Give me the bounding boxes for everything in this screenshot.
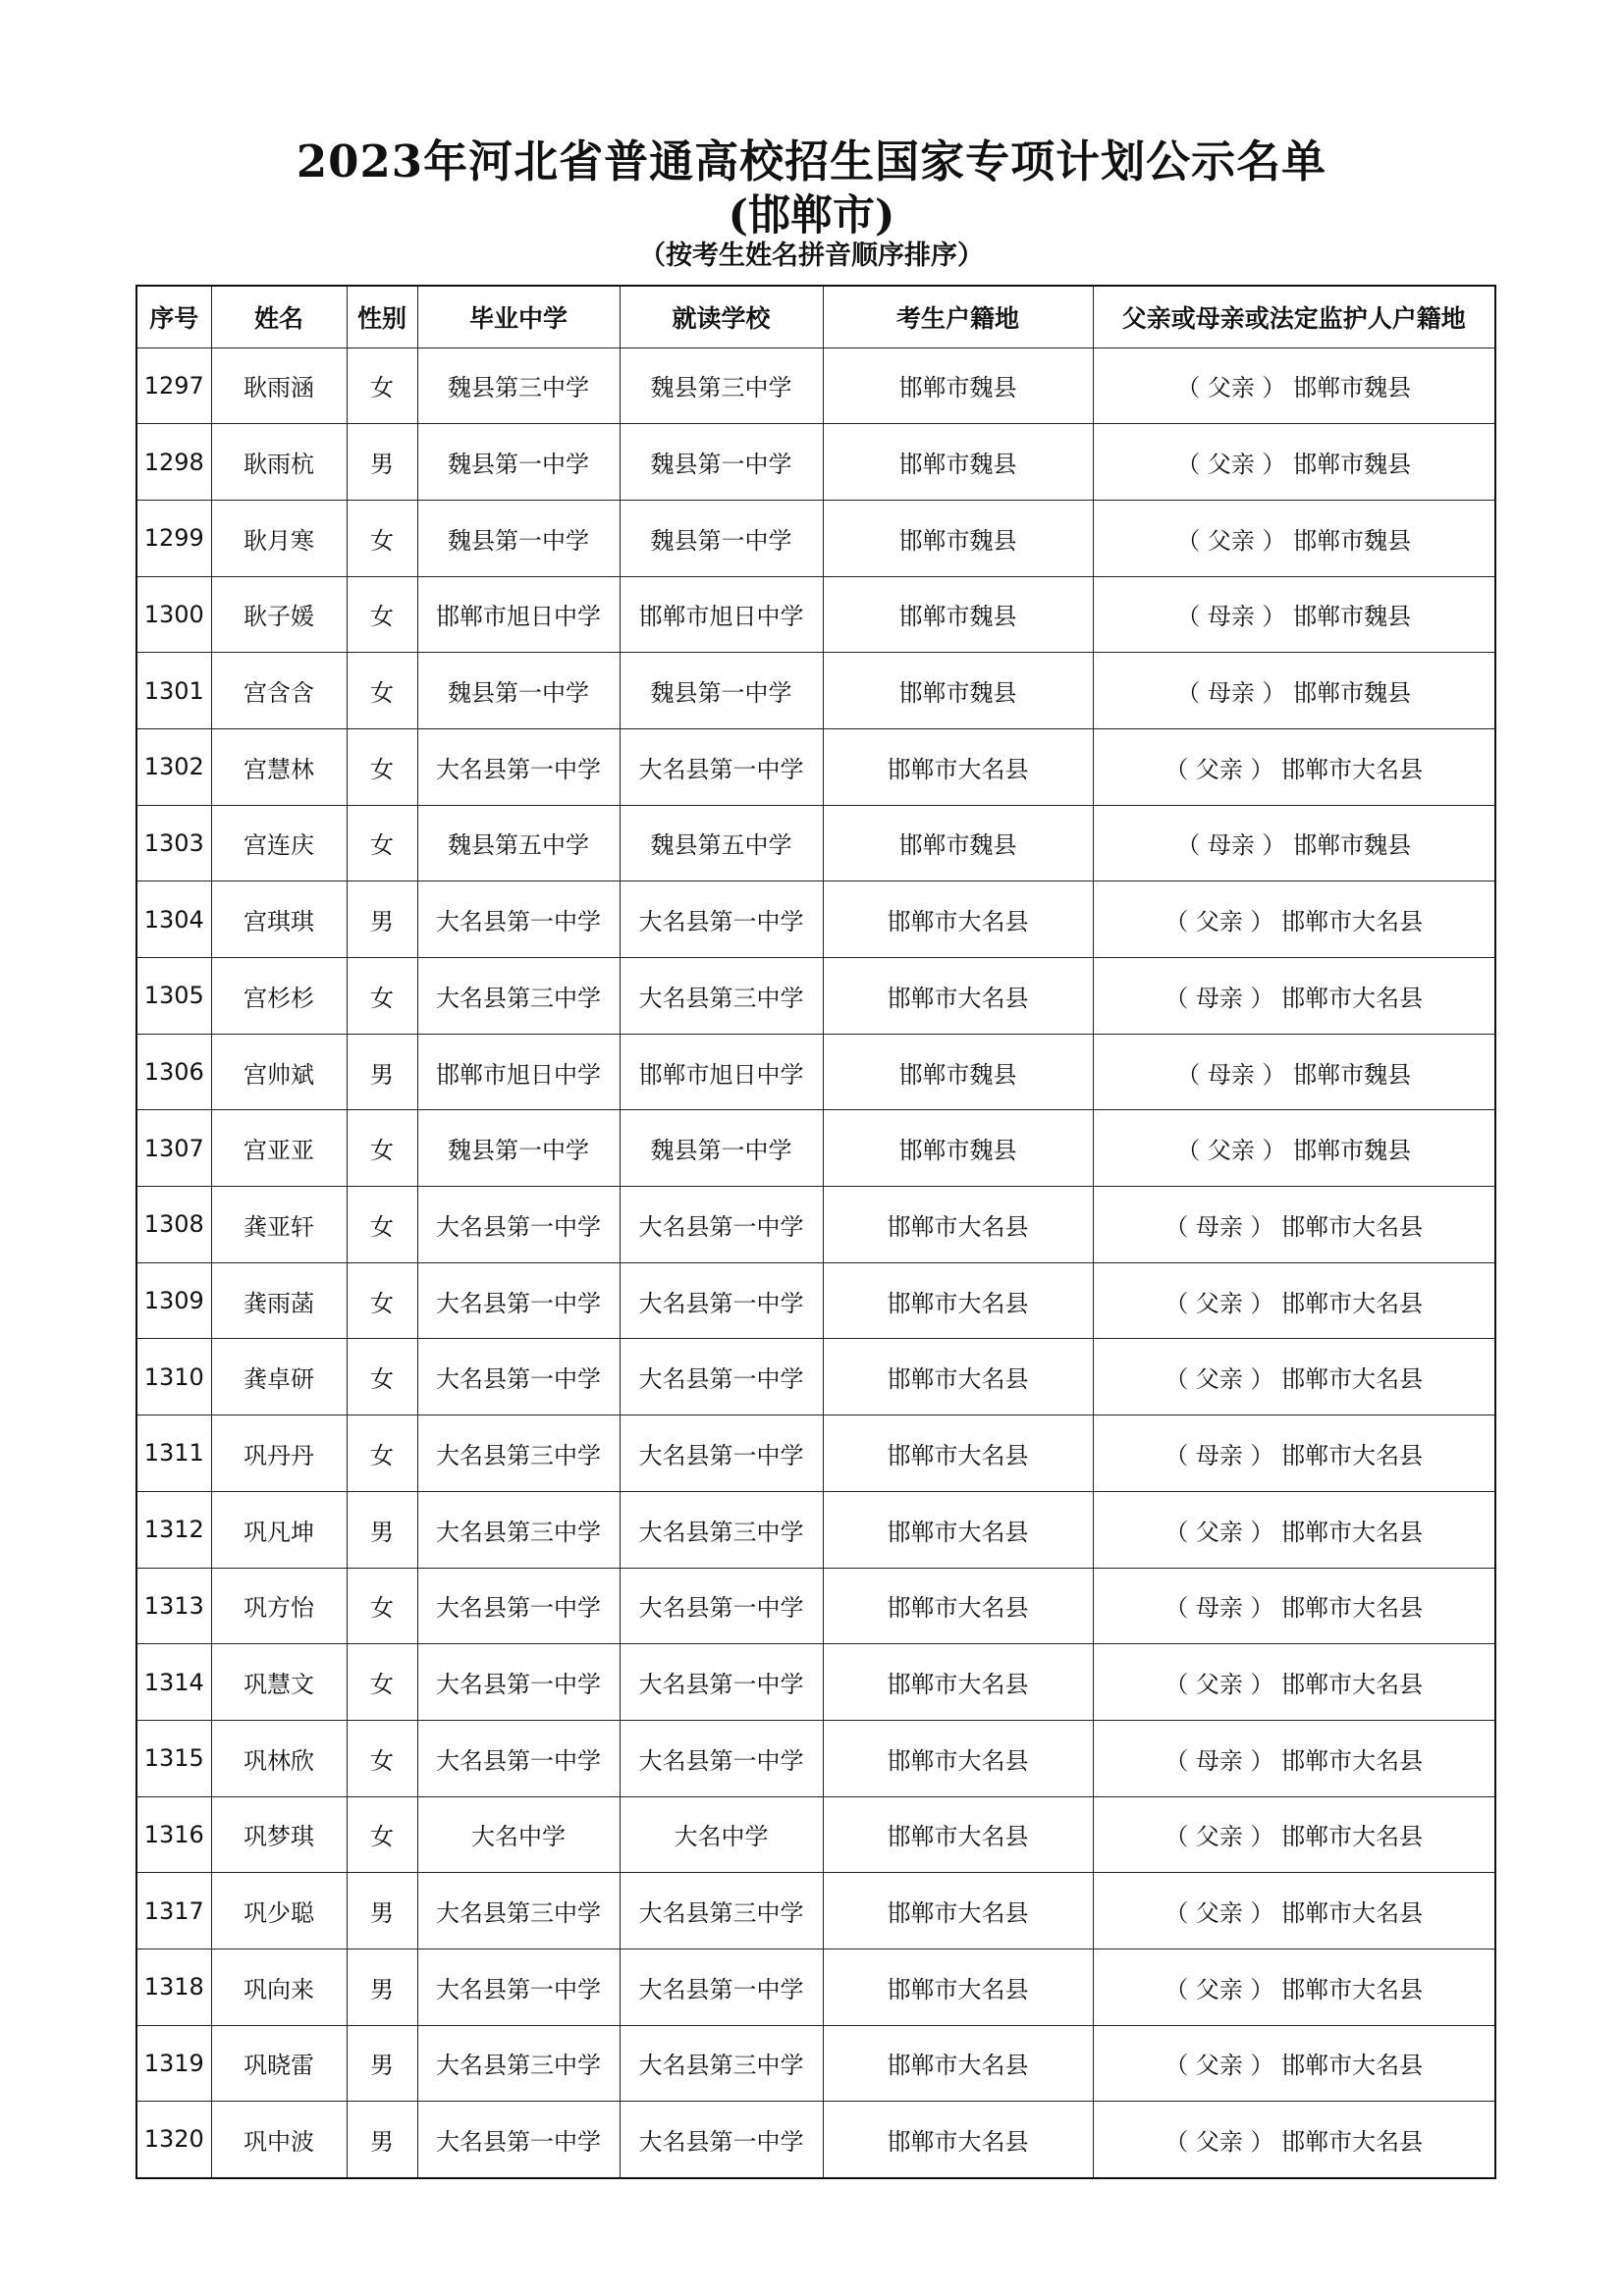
roster-table xyxy=(135,285,1496,2179)
cell-graduated-school: 魏县第一中学 xyxy=(417,1110,620,1187)
cell-name: 耿雨涵 xyxy=(211,347,347,424)
table-row xyxy=(136,1110,1495,1187)
cell-seq: 1309 xyxy=(136,1262,211,1339)
cell-student-hukou: 邯郸市魏县 xyxy=(823,1034,1093,1110)
cell-graduated-school: 大名县第一中学 xyxy=(417,1644,620,1721)
cell-name: 巩方怡 xyxy=(211,1568,347,1644)
cell-graduated-school: 大名县第一中学 xyxy=(417,1262,620,1339)
cell-guardian-hukou: （ 父亲 ） 邯郸市大名县 xyxy=(1093,1949,1495,2025)
table-row xyxy=(136,1644,1495,1721)
cell-current-school: 大名县第一中学 xyxy=(620,1415,823,1492)
cell-graduated-school: 魏县第五中学 xyxy=(417,805,620,881)
cell-seq: 1300 xyxy=(136,576,211,653)
cell-student-hukou: 邯郸市大名县 xyxy=(823,728,1093,805)
cell-student-hukou: 邯郸市大名县 xyxy=(823,1339,1093,1415)
header-graduated-school: 毕业中学 xyxy=(417,286,620,347)
cell-student-hukou: 邯郸市魏县 xyxy=(823,500,1093,576)
cell-name: 龚雨菡 xyxy=(211,1262,347,1339)
cell-gender: 女 xyxy=(347,1339,417,1415)
cell-name: 耿子媛 xyxy=(211,576,347,653)
table-body xyxy=(136,347,1495,2178)
cell-gender: 男 xyxy=(347,881,417,958)
cell-current-school: 魏县第一中学 xyxy=(620,500,823,576)
table-row xyxy=(136,1415,1495,1492)
table-row xyxy=(136,1187,1495,1263)
cell-graduated-school: 大名中学 xyxy=(417,1796,620,1873)
cell-student-hukou: 邯郸市魏县 xyxy=(823,805,1093,881)
cell-gender: 男 xyxy=(347,2102,417,2178)
cell-gender: 女 xyxy=(347,1720,417,1796)
cell-name: 巩晓雷 xyxy=(211,2025,347,2102)
cell-gender: 女 xyxy=(347,1415,417,1492)
cell-guardian-hukou: （ 母亲 ） 邯郸市大名县 xyxy=(1093,1415,1495,1492)
cell-seq: 1304 xyxy=(136,881,211,958)
cell-gender: 男 xyxy=(347,424,417,501)
cell-name: 宫慧林 xyxy=(211,728,347,805)
cell-seq: 1319 xyxy=(136,2025,211,2102)
table-row xyxy=(136,1262,1495,1339)
cell-name: 龚卓研 xyxy=(211,1339,347,1415)
cell-guardian-hukou: （ 母亲 ） 邯郸市大名县 xyxy=(1093,958,1495,1035)
cell-name: 巩丹丹 xyxy=(211,1415,347,1492)
cell-current-school: 大名县第一中学 xyxy=(620,881,823,958)
cell-seq: 1298 xyxy=(136,424,211,501)
cell-gender: 女 xyxy=(347,653,417,729)
cell-name: 宫含含 xyxy=(211,653,347,729)
cell-guardian-hukou: （ 母亲 ） 邯郸市大名县 xyxy=(1093,1720,1495,1796)
cell-seq: 1301 xyxy=(136,653,211,729)
cell-name: 耿月寒 xyxy=(211,500,347,576)
cell-guardian-hukou: （ 父亲 ） 邯郸市大名县 xyxy=(1093,1796,1495,1873)
cell-graduated-school: 大名县第一中学 xyxy=(417,728,620,805)
cell-student-hukou: 邯郸市大名县 xyxy=(823,958,1093,1035)
cell-student-hukou: 邯郸市魏县 xyxy=(823,424,1093,501)
table-row xyxy=(136,2102,1495,2178)
cell-gender: 女 xyxy=(347,1187,417,1263)
cell-student-hukou: 邯郸市魏县 xyxy=(823,347,1093,424)
cell-guardian-hukou: （ 父亲 ） 邯郸市大名县 xyxy=(1093,2025,1495,2102)
cell-guardian-hukou: （ 母亲 ） 邯郸市魏县 xyxy=(1093,1034,1495,1110)
cell-graduated-school: 邯郸市旭日中学 xyxy=(417,1034,620,1110)
cell-guardian-hukou: （ 父亲 ） 邯郸市大名县 xyxy=(1093,1491,1495,1568)
cell-current-school: 大名县第一中学 xyxy=(620,1949,823,2025)
cell-seq: 1315 xyxy=(136,1720,211,1796)
cell-seq: 1317 xyxy=(136,1873,211,1949)
cell-seq: 1303 xyxy=(136,805,211,881)
cell-guardian-hukou: （ 母亲 ） 邯郸市魏县 xyxy=(1093,805,1495,881)
cell-student-hukou: 邯郸市大名县 xyxy=(823,1720,1093,1796)
table-row xyxy=(136,1873,1495,1949)
cell-guardian-hukou: （ 父亲 ） 邯郸市魏县 xyxy=(1093,1110,1495,1187)
cell-seq: 1302 xyxy=(136,728,211,805)
cell-gender: 女 xyxy=(347,500,417,576)
cell-guardian-hukou: （ 父亲 ） 邯郸市大名县 xyxy=(1093,1339,1495,1415)
cell-guardian-hukou: （ 父亲 ） 邯郸市魏县 xyxy=(1093,500,1495,576)
table-row xyxy=(136,576,1495,653)
cell-guardian-hukou: （ 父亲 ） 邯郸市大名县 xyxy=(1093,2102,1495,2178)
cell-current-school: 魏县第一中学 xyxy=(620,653,823,729)
cell-current-school: 大名县第一中学 xyxy=(620,1339,823,1415)
cell-name: 巩梦琪 xyxy=(211,1796,347,1873)
cell-name: 巩向来 xyxy=(211,1949,347,2025)
cell-graduated-school: 大名县第一中学 xyxy=(417,1187,620,1263)
cell-name: 巩中波 xyxy=(211,2102,347,2178)
cell-current-school: 大名县第一中学 xyxy=(620,2102,823,2178)
cell-seq: 1318 xyxy=(136,1949,211,2025)
cell-guardian-hukou: （ 母亲 ） 邯郸市魏县 xyxy=(1093,576,1495,653)
cell-graduated-school: 大名县第一中学 xyxy=(417,1568,620,1644)
table-row xyxy=(136,1034,1495,1110)
cell-graduated-school: 大名县第一中学 xyxy=(417,881,620,958)
cell-graduated-school: 大名县第三中学 xyxy=(417,2025,620,2102)
cell-graduated-school: 大名县第一中学 xyxy=(417,1949,620,2025)
cell-guardian-hukou: （ 母亲 ） 邯郸市魏县 xyxy=(1093,653,1495,729)
cell-seq: 1313 xyxy=(136,1568,211,1644)
cell-graduated-school: 魏县第一中学 xyxy=(417,500,620,576)
cell-name: 耿雨杭 xyxy=(211,424,347,501)
cell-graduated-school: 大名县第一中学 xyxy=(417,1339,620,1415)
cell-gender: 女 xyxy=(347,1262,417,1339)
table-row xyxy=(136,805,1495,881)
header-guardian-hukou: 父亲或母亲或法定监护人户籍地 xyxy=(1093,286,1495,347)
cell-gender: 女 xyxy=(347,576,417,653)
cell-student-hukou: 邯郸市魏县 xyxy=(823,1110,1093,1187)
cell-guardian-hukou: （ 母亲 ） 邯郸市大名县 xyxy=(1093,1568,1495,1644)
cell-guardian-hukou: （ 父亲 ） 邯郸市大名县 xyxy=(1093,728,1495,805)
cell-graduated-school: 大名县第三中学 xyxy=(417,1491,620,1568)
header-seq: 序号 xyxy=(136,286,211,347)
cell-guardian-hukou: （ 母亲 ） 邯郸市大名县 xyxy=(1093,1187,1495,1263)
table-row xyxy=(136,1720,1495,1796)
cell-gender: 男 xyxy=(347,1949,417,2025)
table-row xyxy=(136,2025,1495,2102)
cell-graduated-school: 魏县第一中学 xyxy=(417,653,620,729)
cell-graduated-school: 魏县第三中学 xyxy=(417,347,620,424)
cell-gender: 女 xyxy=(347,805,417,881)
cell-name: 龚亚轩 xyxy=(211,1187,347,1263)
table-row xyxy=(136,653,1495,729)
cell-seq: 1320 xyxy=(136,2102,211,2178)
cell-guardian-hukou: （ 父亲 ） 邯郸市大名县 xyxy=(1093,1873,1495,1949)
cell-gender: 女 xyxy=(347,347,417,424)
cell-current-school: 大名县第一中学 xyxy=(620,1644,823,1721)
cell-student-hukou: 邯郸市大名县 xyxy=(823,2102,1093,2178)
cell-seq: 1316 xyxy=(136,1796,211,1873)
table-row xyxy=(136,1796,1495,1873)
cell-current-school: 大名县第三中学 xyxy=(620,1873,823,1949)
table-row xyxy=(136,881,1495,958)
cell-seq: 1297 xyxy=(136,347,211,424)
cell-student-hukou: 邯郸市大名县 xyxy=(823,1187,1093,1263)
cell-seq: 1311 xyxy=(136,1415,211,1492)
cell-graduated-school: 邯郸市旭日中学 xyxy=(417,576,620,653)
table-row xyxy=(136,958,1495,1035)
cell-seq: 1310 xyxy=(136,1339,211,1415)
cell-seq: 1314 xyxy=(136,1644,211,1721)
cell-graduated-school: 魏县第一中学 xyxy=(417,424,620,501)
table-row xyxy=(136,500,1495,576)
table-row xyxy=(136,347,1495,424)
cell-name: 宫帅斌 xyxy=(211,1034,347,1110)
document-subtitle: (邯郸市) xyxy=(728,191,895,240)
cell-student-hukou: 邯郸市大名县 xyxy=(823,1796,1093,1873)
cell-student-hukou: 邯郸市大名县 xyxy=(823,1644,1093,1721)
cell-current-school: 魏县第一中学 xyxy=(620,424,823,501)
cell-current-school: 魏县第三中学 xyxy=(620,347,823,424)
cell-current-school: 大名县第三中学 xyxy=(620,958,823,1035)
cell-name: 巩慧文 xyxy=(211,1644,347,1721)
cell-seq: 1305 xyxy=(136,958,211,1035)
cell-name: 宫杉杉 xyxy=(211,958,347,1035)
table-row xyxy=(136,424,1495,501)
cell-student-hukou: 邯郸市大名县 xyxy=(823,1568,1093,1644)
cell-gender: 女 xyxy=(347,1568,417,1644)
cell-student-hukou: 邯郸市大名县 xyxy=(823,1262,1093,1339)
cell-gender: 女 xyxy=(347,958,417,1035)
cell-current-school: 魏县第五中学 xyxy=(620,805,823,881)
cell-current-school: 大名县第一中学 xyxy=(620,1568,823,1644)
cell-seq: 1299 xyxy=(136,500,211,576)
cell-gender: 男 xyxy=(347,1034,417,1110)
cell-current-school: 邯郸市旭日中学 xyxy=(620,1034,823,1110)
cell-seq: 1312 xyxy=(136,1491,211,1568)
cell-student-hukou: 邯郸市魏县 xyxy=(823,653,1093,729)
header-student-hukou: 考生户籍地 xyxy=(823,286,1093,347)
table-row xyxy=(136,1491,1495,1568)
cell-student-hukou: 邯郸市大名县 xyxy=(823,1491,1093,1568)
cell-student-hukou: 邯郸市大名县 xyxy=(823,881,1093,958)
cell-guardian-hukou: （ 父亲 ） 邯郸市大名县 xyxy=(1093,881,1495,958)
cell-gender: 女 xyxy=(347,728,417,805)
cell-guardian-hukou: （ 父亲 ） 邯郸市魏县 xyxy=(1093,424,1495,501)
table-row xyxy=(136,1568,1495,1644)
cell-name: 宫琪琪 xyxy=(211,881,347,958)
cell-seq: 1307 xyxy=(136,1110,211,1187)
cell-current-school: 大名中学 xyxy=(620,1796,823,1873)
cell-current-school: 大名县第三中学 xyxy=(620,1491,823,1568)
cell-seq: 1308 xyxy=(136,1187,211,1263)
cell-guardian-hukou: （ 父亲 ） 邯郸市大名县 xyxy=(1093,1262,1495,1339)
sort-note: （按考生姓名拼音顺序排序） xyxy=(639,240,984,271)
cell-student-hukou: 邯郸市大名县 xyxy=(823,2025,1093,2102)
header-gender: 性别 xyxy=(347,286,417,347)
header-name: 姓名 xyxy=(211,286,347,347)
cell-name: 巩少聪 xyxy=(211,1873,347,1949)
cell-graduated-school: 大名县第三中学 xyxy=(417,1873,620,1949)
cell-student-hukou: 邯郸市大名县 xyxy=(823,1949,1093,2025)
table-header-row xyxy=(136,286,1495,347)
cell-current-school: 魏县第一中学 xyxy=(620,1110,823,1187)
table-row xyxy=(136,728,1495,805)
cell-seq: 1306 xyxy=(136,1034,211,1110)
cell-name: 巩林欣 xyxy=(211,1720,347,1796)
cell-name: 宫连庆 xyxy=(211,805,347,881)
cell-current-school: 大名县第一中学 xyxy=(620,1187,823,1263)
cell-name: 宫亚亚 xyxy=(211,1110,347,1187)
cell-current-school: 邯郸市旭日中学 xyxy=(620,576,823,653)
cell-student-hukou: 邯郸市魏县 xyxy=(823,576,1093,653)
header-current-school: 就读学校 xyxy=(620,286,823,347)
table-row xyxy=(136,1949,1495,2025)
cell-guardian-hukou: （ 父亲 ） 邯郸市大名县 xyxy=(1093,1644,1495,1721)
cell-student-hukou: 邯郸市大名县 xyxy=(823,1873,1093,1949)
cell-current-school: 大名县第一中学 xyxy=(620,728,823,805)
cell-graduated-school: 大名县第一中学 xyxy=(417,1720,620,1796)
cell-gender: 女 xyxy=(347,1644,417,1721)
cell-name: 巩凡坤 xyxy=(211,1491,347,1568)
cell-graduated-school: 大名县第三中学 xyxy=(417,958,620,1035)
cell-current-school: 大名县第三中学 xyxy=(620,2025,823,2102)
cell-gender: 女 xyxy=(347,1110,417,1187)
cell-graduated-school: 大名县第三中学 xyxy=(417,1415,620,1492)
document-title: 2023年河北省普通高校招生国家专项计划公示名单 xyxy=(296,135,1327,187)
cell-gender: 女 xyxy=(347,1796,417,1873)
cell-current-school: 大名县第一中学 xyxy=(620,1262,823,1339)
cell-student-hukou: 邯郸市大名县 xyxy=(823,1415,1093,1492)
cell-current-school: 大名县第一中学 xyxy=(620,1720,823,1796)
cell-graduated-school: 大名县第一中学 xyxy=(417,2102,620,2178)
cell-guardian-hukou: （ 父亲 ） 邯郸市魏县 xyxy=(1093,347,1495,424)
table-row xyxy=(136,1339,1495,1415)
cell-gender: 男 xyxy=(347,1873,417,1949)
cell-gender: 男 xyxy=(347,2025,417,2102)
cell-gender: 男 xyxy=(347,1491,417,1568)
